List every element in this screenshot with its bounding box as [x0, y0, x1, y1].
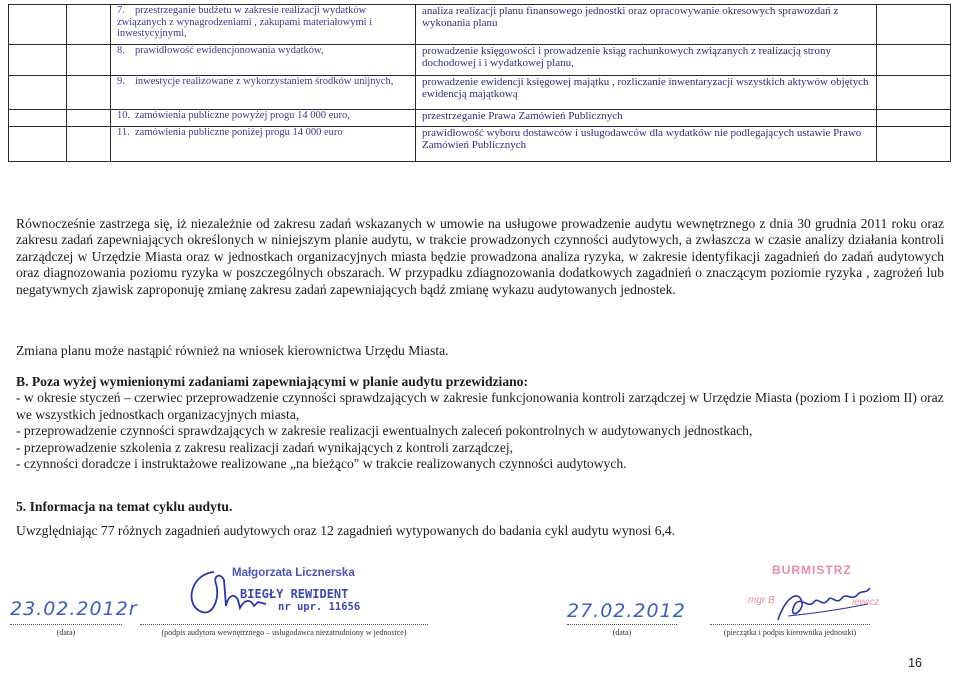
- section-5-heading: 5. Informacja na temat cyklu audytu.: [16, 499, 233, 514]
- dotted-line: [140, 624, 428, 625]
- audit-tasks-table: [8, 4, 951, 162]
- description-cell: przestrzeganie Prawa Zamówień Publicznych: [416, 109, 877, 126]
- plan-change-paragraph: Zmiana planu może nastąpić również na wniosek kierownictwa Urzędu Miasta.: [16, 343, 449, 358]
- description-cell: analiza realizacji planu finansowego jednostki oraz opracowywanie okresowych sprawozdań z wykonania planu: [416, 5, 877, 45]
- mayor-caption: (pieczątka i podpis kierownika jednostki): [723, 628, 857, 637]
- date-caption: (data): [56, 628, 76, 637]
- table-cell-empty: [877, 126, 951, 161]
- description-cell: prowadzenie ewidencji księgowej majątku , rozliczanie inwentaryzacji wszystkich aktywów objętych ewidencją majątkową: [416, 75, 877, 109]
- table-cell-empty: [877, 5, 951, 45]
- auditor-caption: (podpis audytora wewnętrznego – usługodawca niezatrudniony w jednostce): [161, 628, 407, 637]
- mayor-stamp-name-end: iewicz: [852, 597, 880, 608]
- task-number: 10.: [117, 109, 131, 121]
- auditor-stamp-reg: nr upr. 11656: [278, 601, 361, 613]
- reservation-paragraph: [16, 216, 944, 298]
- section-b: [16, 374, 944, 472]
- task-number: 8.: [117, 45, 125, 57]
- task-text: prawidłowość ewidencjonowania wydatków,: [135, 45, 324, 57]
- section-5: [16, 499, 944, 540]
- table-cell-empty: [9, 126, 67, 161]
- task-number: 9.: [117, 75, 125, 87]
- mayor-stamp: BURMISTRZ: [772, 563, 852, 577]
- page-number: 16: [908, 656, 922, 670]
- task-cell: [111, 45, 416, 76]
- table-row: [9, 45, 951, 76]
- section-b-heading: B. Poza wyżej wymienionymi zadaniami zapewniającymi w planie audytu przewidziano:: [16, 374, 529, 389]
- auditor-stamp-title: BIEGŁY REWIDENT: [240, 587, 349, 601]
- section-b-item: - przeprowadzenie czynności sprawdzających w zakresie realizacji ewentualnych zaleceń pokontrolnych w audytowanych jednostkach,: [16, 423, 753, 439]
- task-cell: [111, 5, 416, 45]
- table-cell-empty: [9, 45, 67, 76]
- reservation-text: Równocześnie zastrzega się, iż niezależnie od zakresu zadań wskazanych w umowie na usługowe prowadzenie audytu wewnętrznego z dnia 30 grudnia 2011 roku oraz zakresu zadań zapewniających określonych w niniejszym planie audytu, w trakcie prowadzonych czynności audytowych, a zwłaszcza w czasie analizy działania kontroli zarządczej w Urzędzie Miasta oraz w jednostkach organizacyjnych miasta będzie prowadzona analiza ryzyka, w zakresie identyfikacji zagadnień do zadań audytowych oraz diagnozowania poziomu ryzyka w poszczególnych obszarach. W przypadku zdiagnozowania dodatkowych zagadnień o znaczącym poziomie ryzyka , zagrożeń lub negatywnych zjawisk zaproponuję zmianę zakresu zadań zapewniających bądź zmianę wykazu audytowanych jednostek.: [16, 216, 944, 297]
- table-cell-empty: [67, 45, 111, 76]
- table-row: [9, 75, 951, 109]
- table-cell-empty: [9, 5, 67, 45]
- table-cell-empty: [9, 75, 67, 109]
- table-cell-empty: [67, 75, 111, 109]
- table-cell-empty: [67, 109, 111, 126]
- section-b-item: - czynności doradcze i instruktażowe realizowane „na bieżąco" w trakcie realizowanych czynności audytowych.: [16, 456, 627, 472]
- description-cell: prawidłowość wyboru dostawców i usługodawców dla wydatków nie podlegających ustawie Prawo Zamówień Publicznych: [416, 126, 877, 161]
- task-cell: [111, 75, 416, 109]
- task-number: 11.: [117, 126, 130, 138]
- task-number: 7.: [117, 5, 125, 16]
- table-cell-empty: [67, 5, 111, 45]
- task-text: zamówienia publiczne powyżej progu 14 000 euro,: [135, 109, 350, 121]
- section-b-item: - w okresie styczeń – czerwiec przeprowadzenie czynności sprawdzających w zakresie funkcjonowania kontroli zarządczej w Urzędzie Miasta (poziom I i poziom II) oraz we wszystkich jednostkach organizacyjnych miasta,: [16, 390, 944, 422]
- section-b-item: - przeprowadzenie szkolenia z zakresu realizacji zadań wynikających z kontroli zarządczej,: [16, 439, 514, 455]
- task-text: przestrzeganie budżetu w zakresie realizacji wydatków związanych z wynagrodzeniami , zakupami materiałowymi i inwestycyjnymi,: [117, 5, 373, 39]
- task-text: inwestycje realizowane z wykorzystaniem środków unijnych,: [135, 75, 394, 87]
- auditor-stamp-name: Małgorzata Licznerska: [232, 567, 355, 579]
- table-row: [9, 109, 951, 126]
- dotted-line: [567, 624, 677, 625]
- table-row: [9, 126, 951, 161]
- table-cell-empty: [67, 126, 111, 161]
- description-cell: prowadzenie księgowości i prowadzenie ksiąg rachunkowych związanych z realizacją strony dochodowej i i wydatkowej planu,: [416, 45, 877, 76]
- table-cell-empty: [877, 45, 951, 76]
- table-cell-empty: [877, 109, 951, 126]
- section-5-text: Uwzględniając 77 różnych zagadnień audytowych oraz 12 zagadnień wytypowanych do badania cykl audytu wynosi 6,4.: [16, 523, 676, 539]
- table-cell-empty: [9, 109, 67, 126]
- table-row: [9, 5, 951, 45]
- dotted-line: [710, 624, 870, 625]
- task-cell: [111, 109, 416, 126]
- auditor-date: 23.02.2012r: [10, 598, 138, 620]
- mayor-stamp-name-start: mgr B: [748, 595, 775, 606]
- mayor-signature-icon: [758, 580, 878, 630]
- task-text: zamówienia publiczne poniżej progu 14 000 euro: [135, 126, 343, 138]
- date-caption: (data): [612, 628, 632, 637]
- task-cell: [111, 126, 416, 161]
- table-cell-empty: [877, 75, 951, 109]
- dotted-line: [10, 624, 122, 625]
- mayor-date: 27.02.2012: [567, 600, 686, 622]
